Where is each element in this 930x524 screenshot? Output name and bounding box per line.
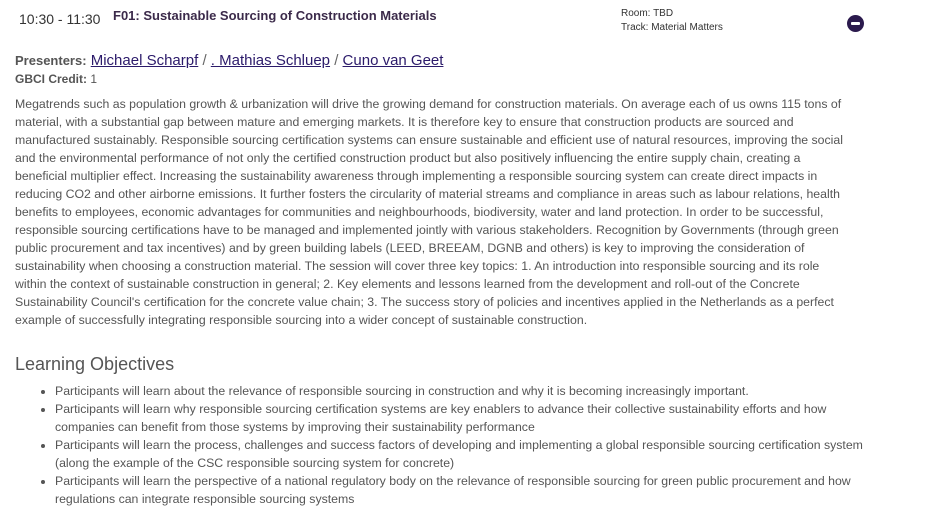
room-value: TBD [653, 8, 674, 19]
room-row [621, 7, 723, 21]
session-meta [621, 7, 723, 35]
presenter-link[interactable]: Cuno van Geet [342, 52, 444, 69]
session-description: Megatrends such as population growth & urbanization will drive the growing demand for construction materials. On average each of us owns 115 tons of material, with a substantial gap between mature and emerging markets. It is therefore key to ensure that construction products are sourced and manufactured sustainably. Responsible sourcing certification systems can ensure sustainable and efficient use of natural resources, improving the social and the environmental performance of not only the certified construction product but also positively influencing the entire supply chain, creating a beneficial multiplier effect. Increasing the sustainability awareness through implementing a responsible sourcing system can create direct impacts in reducing CO2 and other airborne emissions. It further fosters the circularity of material streams and compliance in areas such as labour relations, health benefits to employees, economic advantages for communities and neighbourhoods, biodiversity, water and land protection. In order to be successful, responsible sourcing certifications have to be managed and implemented jointly with various stakeholders. Recognition by Governments (through green public procurement and tax incentives) and by green building labels (LEED, BREEAM, DGNB and others) is key to improving the consideration of sustainability when choosing a construction material. The session will cover three key topics: 1. An introduction into responsible sourcing and its role within the context of sustainable construction in general; 2. Key elements and lessons learned from the development and roll-out of the Concrete Sustainability Council's certification for the concrete value chain; 3. The success story of policies and incentives applied in the Netherlands as a perfect example of successfully integrating responsible sourcing into a wider concept of sustainable construction. [15, 97, 843, 327]
list-item: • Participants will learn the process, challenges and success factors of developing and implementing a global responsible sourcing certification system (along the example of the CSC responsible sourcing system for concrete) [55, 436, 875, 472]
learning-objectives-list [15, 382, 875, 508]
track-label: Track: [621, 22, 649, 33]
minus-circle-icon[interactable] [847, 15, 864, 32]
presenters [15, 52, 443, 69]
list-item: • Participants will learn why responsible sourcing certification systems are key enablers to advance their collective sustainability efforts and how companies can benefit from those systems by improving their sustainability performance [55, 400, 875, 436]
room-label: Room: [621, 8, 651, 19]
credit-value: 1 [90, 72, 98, 86]
presenter-link[interactable]: . Mathias Schluep [210, 52, 331, 69]
presenter-link[interactable]: Michael Scharpf [90, 52, 199, 69]
session-title: F01: Sustainable Sourcing of Construction Materials [113, 8, 437, 23]
presenters-label: Presenters: [15, 53, 87, 68]
list-item: • Participants will learn the perspective of a national regulatory body on the relevance of responsible sourcing for green public procurement and how regulations can integrate responsible sourcing systems [55, 472, 875, 508]
presenter-separator: / [202, 52, 207, 69]
learning-objectives-heading: Learning Objectives [15, 354, 175, 374]
credit-label: GBCI Credit: [15, 72, 87, 86]
list-item: • Participants will learn about the relevance of responsible sourcing in construction and why it is becoming increasingly important. [55, 382, 875, 400]
gbci-credit [15, 72, 97, 86]
presenter-separator: / [334, 52, 339, 69]
session-time: 10:30 - 11:30 [19, 11, 101, 27]
track-row [621, 21, 723, 35]
track-value: Material Matters [651, 22, 723, 33]
